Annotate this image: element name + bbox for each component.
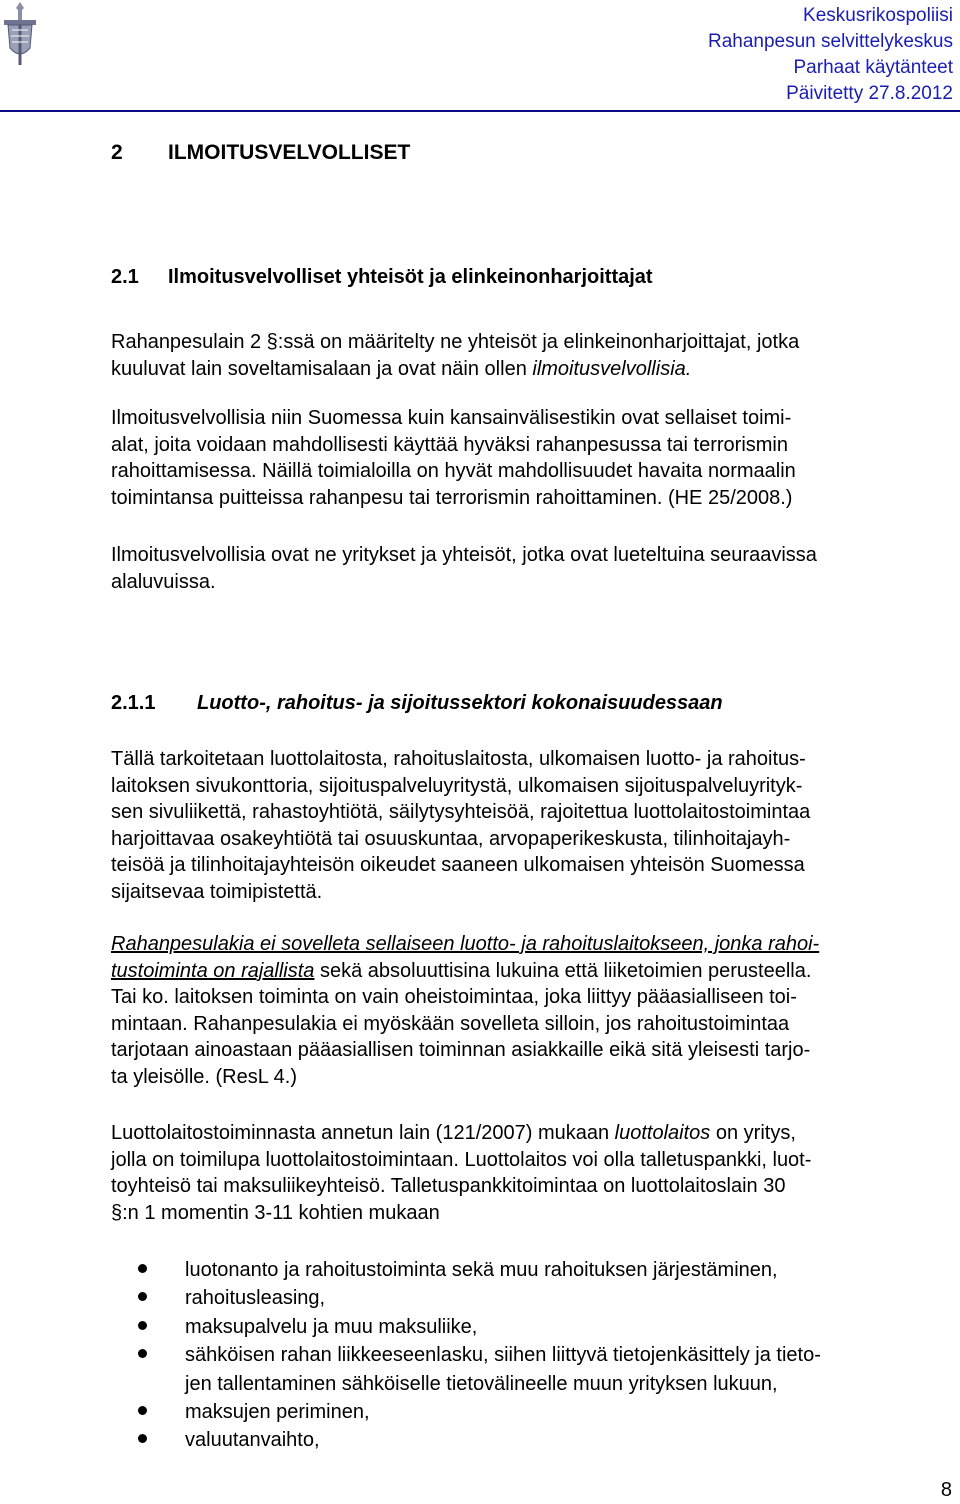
paragraph-intro-1 <box>111 329 951 382</box>
text-line <box>111 1120 951 1147</box>
text-line: §:n 1 momentin 3-11 kohtien mukaan <box>111 1201 440 1224</box>
section-number: 2 <box>111 141 123 164</box>
bullet-list <box>138 1256 938 1455</box>
text-line: Tällä tarkoitetaan luottolaitosta, rahoituslaitosta, ulkomaisen luotto- ja rahoitus- <box>111 748 806 770</box>
text-line: teisöä ja tilinhoitajayhteisön oikeudet saaneen ulkomaisen yhteisön Suomessa <box>111 854 805 876</box>
list-item-text: rahoitusleasing, <box>185 1287 326 1310</box>
bullet-icon <box>138 1292 147 1301</box>
bullet-icon <box>138 1434 147 1443</box>
italic-underlined-run: tustoiminta on rajallista <box>111 959 315 982</box>
text-line <box>111 356 951 383</box>
text-line: sijaitsevaa toimipistettä. <box>111 880 323 903</box>
list-item-text: jen tallentaminen sähköiselle tietovälineelle muun yrityksen lukuun, <box>185 1372 778 1395</box>
text-run: kuuluvat lain soveltamisalaan ja ovat näin ollen <box>111 357 533 380</box>
list-item-text: sähköisen rahan liikkeeseenlasku, siihen liittyvä tietojenkäsittely ja tieto- <box>185 1344 821 1367</box>
subsection-number: 2.1 <box>111 266 139 288</box>
bullet-icon <box>138 1264 147 1273</box>
document-header <box>708 3 953 107</box>
header-document-name: Parhaat käytänteet <box>793 57 953 78</box>
list-item <box>138 1256 938 1284</box>
italic-term: luottolaitos <box>614 1122 711 1144</box>
subsubsection-title: Luotto-, rahoitus- ja sijoitussektori kokonaisuudessaan <box>197 692 723 714</box>
text-line: alat, joita voidaan mahdollisesti käyttää hyväksi rahanpesussa tai terrorismin <box>111 433 789 456</box>
police-emblem-logo <box>0 0 40 68</box>
paragraph-definition <box>111 746 951 905</box>
text-line: Rahanpesulakia ei sovelleta sellaiseen luotto- ja rahoituslaitokseen, jonka rahoi- <box>111 933 820 955</box>
subsection-heading <box>111 262 653 292</box>
subsubsection-number: 2.1.1 <box>111 692 156 714</box>
list-item <box>138 1341 938 1398</box>
italic-term: ilmoitusvelvollisia. <box>532 357 692 380</box>
text-line: Tai ko. laitoksen toiminta on vain oheistoimintaa, joka liittyy pääasialliseen toi- <box>111 986 797 1008</box>
header-divider <box>0 110 960 112</box>
list-item-text: maksupalvelu ja muu maksuliike, <box>185 1315 478 1338</box>
text-line: tarjotaan ainoastaan pääasiallisen toiminnan asiakkaille eikä sitä yleisesti tarjo- <box>111 1039 811 1061</box>
text-line: mintaan. Rahanpesulakia ei myöskään sovelleta silloin, jos rahoitustoimintaa <box>111 1012 790 1035</box>
text-line: harjoittavaa osakeyhtiötä tai osuuskuntaa, arvopaperikeskusta, tilinhoitajayh- <box>111 827 791 850</box>
text-line: Rahanpesulain 2 §:ssä on määritelty ne yhteisöt ja elinkeinonharjoittajat, jotka <box>111 331 800 353</box>
text-run: on yritys, <box>710 1122 796 1144</box>
list-item-text: maksujen periminen, <box>185 1401 370 1424</box>
bullet-icon <box>138 1406 147 1415</box>
header-unit: Rahanpesun selvittelykeskus <box>707 31 953 52</box>
list-item-text: valuutanvaihto, <box>185 1429 320 1452</box>
list-item <box>138 1426 938 1454</box>
text-line: jolla on toimilupa luottolaitostoimintaan. Luottolaitos voi olla talletuspankki, luot- <box>111 1148 812 1171</box>
section-heading <box>111 138 410 168</box>
subsubsection-heading <box>111 688 723 718</box>
paragraph-credit-institution <box>111 1120 951 1226</box>
paragraph-intro-2 <box>111 405 951 511</box>
header-updated-date: Päivitetty 27.8.2012 <box>786 83 953 104</box>
text-line: Ilmoitusvelvollisia ovat ne yritykset ja yhteisöt, jotka ovat lueteltuina seuraavissa <box>111 544 817 566</box>
bullet-icon <box>138 1349 147 1358</box>
text-line: sen sivuliikettä, rahastoyhtiötä, säilytysyhteisöä, rajoitettua luottolaitostoimintaa <box>111 801 811 823</box>
list-item <box>138 1284 938 1312</box>
header-organization: Keskusrikospoliisi <box>803 5 953 26</box>
list-item-text: luotonanto ja rahoitustoiminta sekä muu rahoituksen järjestäminen, <box>185 1259 778 1281</box>
bullet-icon <box>138 1321 147 1330</box>
text-line: toyhteisö tai maksuliikeyhteisö. Talletuspankkitoimintaa on luottolaitoslain 30 <box>111 1175 786 1197</box>
paragraph-exception <box>111 931 951 1090</box>
text-line: laitoksen sivukonttoria, sijoituspalveluyritystä, ulkomaisen sijoituspalveluyrityk- <box>111 774 803 797</box>
text-line: rahoittamisessa. Näillä toimialoilla on hyvät mahdollisuudet havaita normaalin <box>111 460 796 482</box>
paragraph-intro-3 <box>111 542 951 595</box>
section-title: ILMOITUSVELVOLLISET <box>168 141 411 164</box>
text-run: Luottolaitostoiminnasta annetun lain (121/2007) mukaan <box>111 1122 615 1144</box>
text-line: Ilmoitusvelvollisia niin Suomessa kuin kansainvälisestikin ovat sellaiset toimi- <box>111 407 792 429</box>
page-number: 8 <box>940 1479 952 1501</box>
text-line: alaluvuissa. <box>111 570 216 593</box>
list-item <box>138 1398 938 1426</box>
text-line: ta yleisölle. (ResL 4.) <box>111 1065 297 1088</box>
text-line: toimintansa puitteissa rahanpesu tai terrorismin rahoittaminen. (HE 25/2008.) <box>111 486 793 509</box>
text-line <box>111 958 951 985</box>
text-run: sekä absoluuttisina lukuina että liiketoimien perusteella. <box>314 959 812 982</box>
subsection-title: Ilmoitusvelvolliset yhteisöt ja elinkeinonharjoittajat <box>168 266 653 288</box>
list-item <box>138 1313 938 1341</box>
